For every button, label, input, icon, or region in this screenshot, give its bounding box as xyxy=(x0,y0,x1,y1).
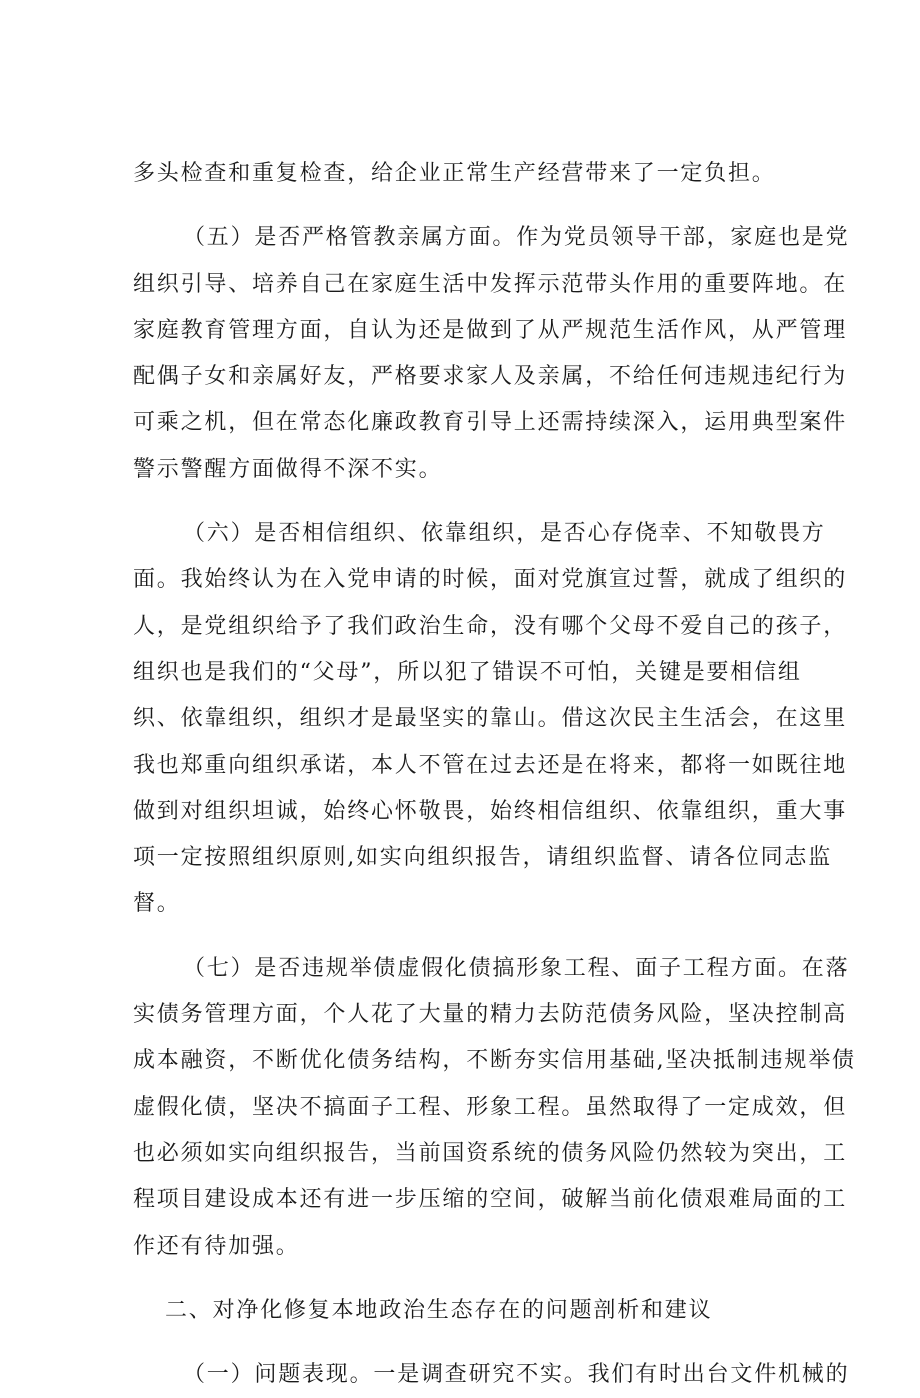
text-line: 多头检查和重复检查，给企业正常生产经营带来了一定负担。 xyxy=(133,161,776,186)
text-line: 组织引导、培养自己在家庭生活中发挥示范带头作用的重要阵地。在 xyxy=(133,271,848,297)
paragraph-gap xyxy=(133,197,783,215)
text-line: 织、依靠组织，组织才是最坚实的靠山。借这次民主生活会，在这里 xyxy=(133,706,848,732)
text-line: （五）是否严格管教亲属方面。作为党员领导干部，家庭也是党 xyxy=(183,225,850,251)
text-line: 实债务管理方面，个人花了大量的精力去防范债务风险，坚决控制高 xyxy=(133,1002,848,1028)
paragraph-five xyxy=(133,215,850,493)
text-line: 组织也是我们的“父母”，所以犯了错误不可怕，关键是要相信组 xyxy=(133,659,802,685)
paragraph-gap xyxy=(133,1334,783,1352)
text-line: 程项目建设成本还有进一步压缩的空间，破解当前化债艰难局面的工 xyxy=(133,1187,848,1213)
text-line: （六）是否相信组织、依靠组织，是否心存侥幸、不知敬畏方 xyxy=(183,521,826,547)
text-line: 家庭教育管理方面，自认为还是做到了从严规范生活作风，从严管理 xyxy=(133,317,848,343)
paragraph-gap xyxy=(133,1270,783,1288)
text-line: 作还有待加强。 xyxy=(133,1233,300,1259)
paragraph-gap xyxy=(133,493,783,511)
section-heading-two xyxy=(133,1288,783,1334)
paragraph-gap xyxy=(133,928,783,946)
text-line: 我也郑重向组织承诺，本人不管在过去还是在将来，都将一如既往地 xyxy=(133,752,848,778)
text-line: 警示警醒方面做得不深不实。 xyxy=(133,456,443,482)
text-line: 也必须如实向组织报告，当前国资系统的债务风险仍然较为突出，工 xyxy=(133,1140,848,1166)
text-line: 可乘之机，但在常态化廉政教育引导上还需持续深入，运用典型案件 xyxy=(133,410,848,436)
text-line: （七）是否违规举债虚假化债搞形象工程、面子工程方面。在落 xyxy=(183,955,850,981)
text-line: 面。我始终认为在入党申请的时候，面对党旗宣过誓，就成了组织的 xyxy=(133,567,848,593)
text-line: 人，是党组织给予了我们政治生命，没有哪个父母不爱自己的孩子， xyxy=(133,613,848,639)
text-line: 配偶子女和亲属好友，严格要求家人及亲属，不给任何违规违纪行为 xyxy=(133,364,848,390)
paragraph-six xyxy=(133,511,848,928)
paragraph-continuation xyxy=(133,151,783,197)
paragraph-one xyxy=(133,1352,850,1398)
text-line: 督。 xyxy=(133,891,181,917)
text-line: 成本融资，不断优化债务结构，不断夯实信用基础,坚决抵制违规举债 xyxy=(133,1048,856,1074)
text-line: 虚假化债，坚决不搞面子工程、形象工程。虽然取得了一定成效，但 xyxy=(133,1094,848,1120)
document-body xyxy=(133,151,856,1398)
text-line: （一）问题表现。一是调查研究不实。我们有时出台文件机械的 xyxy=(183,1362,850,1388)
text-line: 做到对组织坦诚，始终心怀敬畏，始终相信组织、依靠组织，重大事 xyxy=(133,798,848,824)
paragraph-seven xyxy=(133,946,856,1270)
section-heading: 二、对净化修复本地政治生态存在的问题剖析和建议 xyxy=(165,1297,713,1323)
text-line: 项一定按照组织原则,如实向组织报告，请组织监督、请各位同志监 xyxy=(133,845,832,871)
